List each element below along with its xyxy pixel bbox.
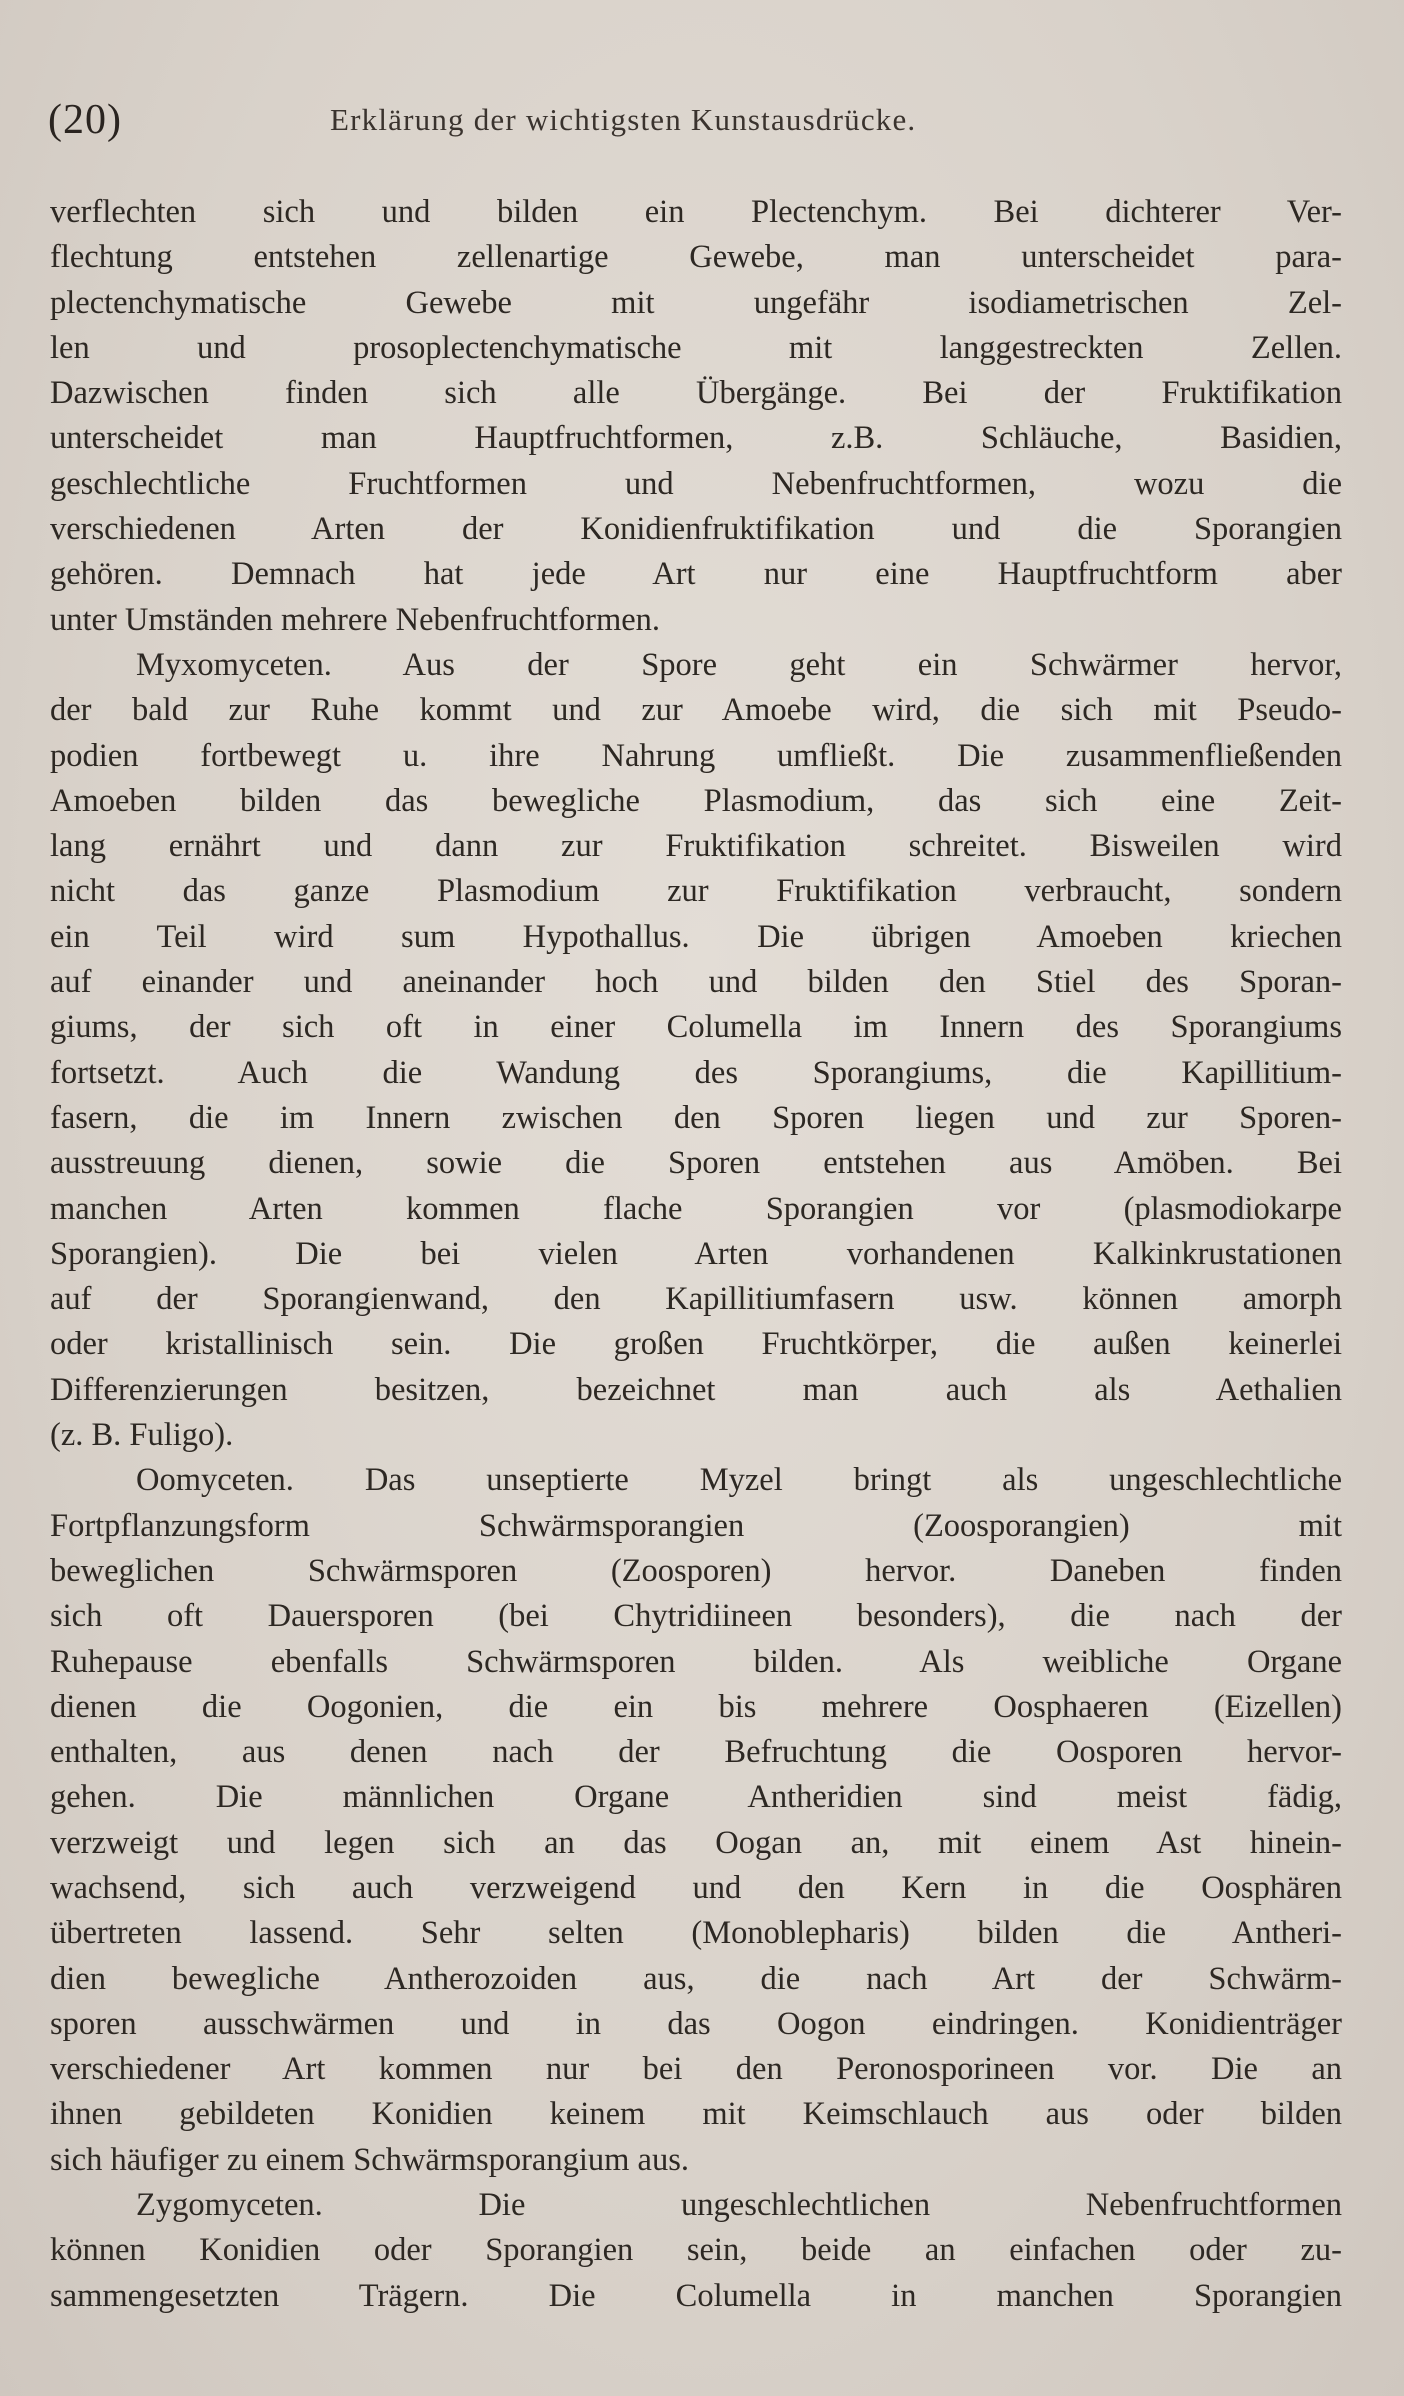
text-line: auf einander und aneinander hoch und bilden den Stiel des Sporan- (50, 964, 1342, 1001)
text-line: nicht das ganze Plasmodium zur Fruktifikation verbraucht, sondern (50, 873, 1342, 910)
text-line: Differenzierungen besitzen, bezeichnet man auch als Aethalien (50, 1371, 1342, 1408)
text-line: flechtung entstehen zellenartige Gewebe, man unterscheidet para- (50, 239, 1342, 276)
text-line: Sporangien). Die bei vielen Arten vorhandenen Kalkinkrustationen (50, 1235, 1342, 1272)
text-line: lang ernährt und dann zur Fruktifikation schreitet. Bisweilen wird (50, 828, 1342, 865)
text-line: sporen ausschwärmen und in das Oogon eindringen. Konidienträger (50, 2005, 1342, 2042)
text-line: sich häufiger zu einem Schwärmsporangium aus. (50, 2141, 689, 2178)
text-line: podien fortbewegt u. ihre Nahrung umfließt. Die zusammenfließenden (50, 737, 1342, 774)
text-line: Zygomyceten. Die ungeschlechtlichen Nebenfruchtformen (136, 2187, 1342, 2224)
text-line: oder kristallinisch sein. Die großen Fruchtkörper, die außen keinerlei (50, 1326, 1342, 1363)
text-line: ausstreuung dienen, sowie die Sporen entstehen aus Amöben. Bei (50, 1145, 1342, 1182)
text-line: sich oft Dauersporen (bei Chytridiineen besonders), die nach der (50, 1598, 1342, 1635)
text-line: ihnen gebildeten Konidien keinem mit Keimschlauch aus oder bilden (50, 2096, 1342, 2133)
text-line: übertreten lassend. Sehr selten (Monoblepharis) bilden die Antheri- (50, 1915, 1342, 1952)
text-line: Myxomyceten. Aus der Spore geht ein Schwärmer hervor, (136, 646, 1342, 683)
text-line: Oomyceten. Das unseptierte Myzel bringt als ungeschlechtliche (136, 1462, 1342, 1499)
text-line: manchen Arten kommen flache Sporangien vor (plasmodiokarpe (50, 1190, 1342, 1227)
text-line: verschiedener Art kommen nur bei den Peronosporineen vor. Die an (50, 2051, 1342, 2088)
text-line: gehören. Demnach hat jede Art nur eine Hauptfruchtform aber (50, 556, 1342, 593)
text-line: verschiedenen Arten der Konidienfruktifikation und die Sporangien (50, 511, 1342, 548)
text-line: (z. B. Fuligo). (50, 1417, 234, 1454)
text-line: unter Umständen mehrere Nebenfruchtformen. (50, 601, 661, 638)
text-line: gehen. Die männlichen Organe Antheridien sind meist fädig, (50, 1779, 1342, 1816)
text-line: Amoeben bilden das bewegliche Plasmodium, das sich eine Zeit- (50, 782, 1342, 819)
text-line: können Konidien oder Sporangien sein, beide an einfachen oder zu- (50, 2232, 1342, 2269)
text-line: auf der Sporangienwand, den Kapillitiumfasern usw. können amorph (50, 1281, 1342, 1318)
page-number: (20) (48, 97, 122, 143)
text-line: sammengesetzten Trägern. Die Columella in manchen Sporangien (50, 2277, 1342, 2314)
text-line: giums, der sich oft in einer Columella im Innern des Sporangiums (50, 1009, 1342, 1046)
text-line: Ruhepause ebenfalls Schwärmsporen bilden. Als weibliche Organe (50, 1643, 1342, 1680)
text-line: fortsetzt. Auch die Wandung des Sporangiums, die Kapillitium- (50, 1054, 1342, 1091)
text-line: enthalten, aus denen nach der Befruchtung die Oosporen hervor- (50, 1734, 1342, 1771)
text-line: fasern, die im Innern zwischen den Sporen liegen und zur Sporen- (50, 1099, 1342, 1136)
text-line: beweglichen Schwärmsporen (Zoosporen) hervor. Daneben finden (50, 1552, 1342, 1589)
text-line: ein Teil wird sum Hypothallus. Die übrigen Amoeben kriechen (50, 918, 1342, 955)
text-line: dienen die Oogonien, die ein bis mehrere Oosphaeren (Eizellen) (50, 1688, 1342, 1725)
body-text (50, 190, 1342, 2319)
text-line: dien bewegliche Antherozoiden aus, die nach Art der Schwärm- (50, 1960, 1342, 1997)
text-line: verflechten sich und bilden ein Plectenchym. Bei dichterer Ver- (50, 194, 1342, 230)
text-line: verzweigt und legen sich an das Oogan an, mit einem Ast hinein- (50, 1824, 1342, 1861)
text-line: geschlechtliche Fruchtformen und Nebenfruchtformen, wozu die (50, 465, 1342, 502)
text-line: len und prosoplectenchymatische mit langgestreckten Zellen. (50, 329, 1342, 366)
text-line: unterscheidet man Hauptfruchtformen, z.B. Schläuche, Basidien, (50, 420, 1342, 457)
running-title: Erklärung der wichtigsten Kunstausdrücke. (330, 102, 917, 137)
text-line: Fortpflanzungsform Schwärmsporangien (Zoosporangien) mit (50, 1507, 1342, 1544)
text-line: wachsend, sich auch verzweigend und den Kern in die Oosphären (50, 1869, 1342, 1906)
text-line: Dazwischen finden sich alle Übergänge. Bei der Fruktifikation (50, 375, 1342, 412)
text-line: der bald zur Ruhe kommt und zur Amoebe wird, die sich mit Pseudo- (50, 692, 1342, 729)
page-header (48, 96, 1338, 156)
text-line: plectenchymatische Gewebe mit ungefähr isodiametrischen Zel- (50, 284, 1342, 321)
